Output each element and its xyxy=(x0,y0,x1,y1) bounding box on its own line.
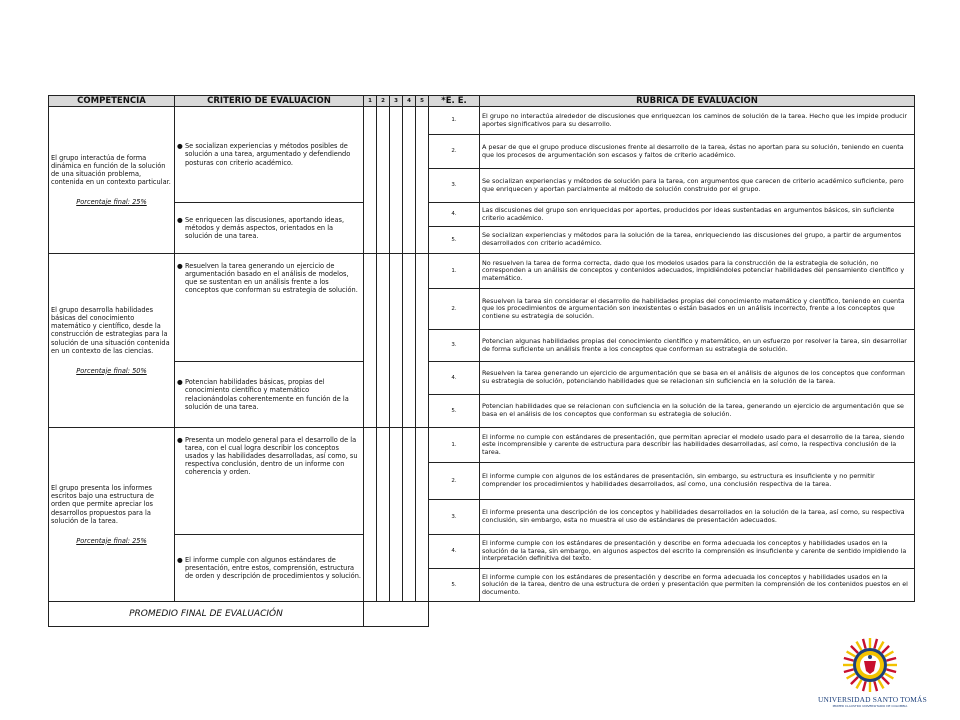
score-cell-5[interactable] xyxy=(416,107,429,254)
bullet-icon: ● xyxy=(177,215,183,224)
seal-ray xyxy=(847,674,856,679)
seal-ray xyxy=(844,658,854,661)
score-cell-3[interactable] xyxy=(390,107,403,254)
header-score-5: 5 xyxy=(416,96,429,107)
header-criterio: CRITERIO DE EVALUACION xyxy=(175,96,364,107)
rubric-table xyxy=(48,95,915,627)
seal-ray xyxy=(879,642,884,651)
seal-ray xyxy=(885,674,894,679)
level-number: 4. xyxy=(429,203,480,227)
competencia-cell xyxy=(49,428,175,602)
promedio-row xyxy=(49,602,915,627)
level-description: El informe cumple con algunos de los estándares de presentación, sin embargo, su estructura es insuficiente y no permitir comprender los procedimientos y habilidades desarrollados, así como, una conclusión respectiva de la tarea. xyxy=(480,463,915,500)
seal-ray xyxy=(886,658,896,661)
header-score-3: 3 xyxy=(390,96,403,107)
level-number: 2. xyxy=(429,289,480,330)
header-rubrica: RUBRICA DE EVALUACION xyxy=(480,96,915,107)
competencia-text: El grupo presenta los informes escritos bajo una estructura de orden que permite apreciar los desarrollos propuestos para la solución de la tarea. xyxy=(51,484,154,525)
criterio-text: Presenta un modelo general para el desarrollo de la tarea, con el cual logra describir los conceptos usados y las habilidades desarrolladas, así como, su respectiva conclusión, dentro de un informe con coherencia y orden. xyxy=(185,436,358,477)
university-name: UNIVERSIDAD SANTO TOMÁS xyxy=(818,695,927,704)
seal-ray xyxy=(879,680,884,689)
level-number: 3. xyxy=(429,169,480,203)
seal-ray xyxy=(874,639,877,649)
score-cell-3[interactable] xyxy=(390,254,403,428)
level-number: 5. xyxy=(429,395,480,428)
score-cell-4[interactable] xyxy=(403,107,416,254)
header-score-2: 2 xyxy=(377,96,390,107)
score-cell-2[interactable] xyxy=(377,254,390,428)
level-description: Potencian algunas habilidades propias del conocimiento científico y matemático, en un esfuerzo por resolver la tarea, sin desarrollar de forma suficiente un análisis frente a los conceptos que conforman su estrategia de solución. xyxy=(480,330,915,362)
level-description: El informe presenta una descripción de los conceptos y habilidades desarrollados en la solución de la tarea, así como, su respectiva conclusión, sin embargo, esta no muestra el uso de estándares de presentación adecuados. xyxy=(480,500,915,535)
score-cell-4[interactable] xyxy=(403,254,416,428)
university-seal-icon xyxy=(842,637,898,693)
porcentaje-text: Porcentaje final: 25% xyxy=(76,198,147,207)
promedio-score-cell[interactable] xyxy=(364,602,429,627)
level-description: El informe no cumple con estándares de presentación, que permitan apreciar el modelo usado para el desarrollo de la tarea, siendo este incomprensible y carente de estructura para describir las habilidades desarrolladas, así como, la respectiva conclusión de la tarea. xyxy=(480,428,915,463)
bullet-icon: ● xyxy=(177,436,183,444)
level-description: Potencian habilidades que se relacionan con suficiencia en la solución de la tarea, generando un ejercicio de argumentación que se basa en el análisis de los conceptos que conforman su estrategia de solución. xyxy=(480,395,915,428)
criterio-cell xyxy=(175,107,364,203)
table-row xyxy=(49,535,915,569)
score-cell-5[interactable] xyxy=(416,428,429,602)
porcentaje-text: Porcentaje final: 25% xyxy=(76,536,147,545)
competencia-cell xyxy=(49,107,175,254)
level-description: Se socializan experiencias y métodos para la solución de la tarea, enriqueciendo las discusiones del grupo, a partir de argumentos desarrollados con criterio académico. xyxy=(480,227,915,254)
criterio-cell xyxy=(175,203,364,254)
header-score-1: 1 xyxy=(364,96,377,107)
seal-ray xyxy=(885,652,894,657)
score-cell-4[interactable] xyxy=(403,428,416,602)
level-description: El grupo no interactúa alrededor de discusiones que enriquezcan los caminos de solución de la tarea. Hecho que les impide producir aportes significativos para su desarrollo. xyxy=(480,107,915,135)
seal-ray xyxy=(851,677,858,684)
seal-ray xyxy=(886,669,896,672)
level-number: 4. xyxy=(429,362,480,395)
level-number: 5. xyxy=(429,569,480,602)
seal-ray xyxy=(863,681,866,691)
header-score-4: 4 xyxy=(403,96,416,107)
score-cell-1[interactable] xyxy=(364,107,377,254)
table-row xyxy=(49,203,915,227)
criterio-cell xyxy=(175,535,364,602)
level-description: Las discusiones del grupo son enriquecidas por aportes, producidos por ideas sustentadas en argumentos básicos, sin suficiente criterio académico. xyxy=(480,203,915,227)
seal-ray xyxy=(882,677,889,684)
bullet-icon: ● xyxy=(177,378,183,387)
criterio-text: Potencian habilidades básicas, propias del conocimiento científico y matemático relacionándolas coherentemente en función de la solución de una tarea. xyxy=(185,378,349,411)
competencia-text: El grupo interactúa de forma dinámica en función de la solución de una situación problema, contenida en un contexto particular. xyxy=(51,153,171,187)
university-subtitle: PRIMER CLAUSTRO UNIVERSITARIO DE COLOMBIA xyxy=(832,704,908,708)
competencia-text: El grupo desarrolla habilidades básicas del conocimiento matemático y científico, desde la construcción de estrategias para la solución de una situación contenida en un contexto de las ciencias. xyxy=(51,306,170,355)
criterio-text: Resuelven la tarea generando un ejercicio de argumentación basado en el análisis de modelos, que se sustentan en un análisis frente a los conceptos que conforman su estrategia de solución. xyxy=(185,262,358,295)
porcentaje-text: Porcentaje final: 50% xyxy=(76,366,147,375)
competencia-cell xyxy=(49,254,175,428)
seal-ray xyxy=(847,652,856,657)
level-number: 3. xyxy=(429,500,480,535)
bullet-icon: ● xyxy=(177,555,183,564)
level-number: 2. xyxy=(429,463,480,500)
score-cell-3[interactable] xyxy=(390,428,403,602)
seal-ray xyxy=(857,642,862,651)
score-cell-1[interactable] xyxy=(364,254,377,428)
bullet-icon: ● xyxy=(177,262,183,270)
table-row xyxy=(49,254,915,289)
level-number: 4. xyxy=(429,535,480,569)
level-number: 1. xyxy=(429,428,480,463)
seal-ray xyxy=(882,646,889,653)
table-row xyxy=(49,107,915,135)
seal-ray xyxy=(863,639,866,649)
criterio-text: Se socializan experiencias y métodos posibles de solución a una tarea, argumentado y defendiendo posturas con criterio académico. xyxy=(185,142,351,167)
level-description: Resuelven la tarea generando un ejercicio de argumentación que se basa en el análisis de algunos de los conceptos que conforman su estrategia de solución, potenciando habilidades que se relacionan sin suficiencia en la solución de la tarea. xyxy=(480,362,915,395)
seal-ray xyxy=(874,681,877,691)
level-number: 5. xyxy=(429,227,480,254)
table-row xyxy=(49,362,915,395)
level-number: 2. xyxy=(429,135,480,169)
level-description: Se socializan experiencias y métodos de solución para la tarea, con argumentos que carecen de criterio académico suficiente, pero que enriquecen y aportan parcialmente al método de solución construido por el grupo. xyxy=(480,169,915,203)
level-description: El informe cumple con los estándares de presentación y describe en forma adecuada los conceptos y habilidades usados en la solución de la tarea, sin embargo, en algunos aspectos del escrito la comprensión es insuficiente y carente de sentido impidiendo la interpretación definitiva del texto. xyxy=(480,535,915,569)
header-row xyxy=(49,96,915,107)
bullet-icon: ● xyxy=(177,142,183,151)
criterio-text: El informe cumple con algunos estándares de presentación, entre estos, comprensión, estructura de orden y descripción de procedimientos y solución. xyxy=(185,555,361,581)
level-description: A pesar de que el grupo produce discusiones frente al desarrollo de la tarea, éstas no aportan para su solución, teniendo en cuenta que los procesos de argumentación son escasos y faltos de criterio académico. xyxy=(480,135,915,169)
promedio-label: PROMEDIO FINAL DE EVALUACIÓN xyxy=(49,602,364,627)
score-cell-2[interactable] xyxy=(377,428,390,602)
level-number: 1. xyxy=(429,107,480,135)
criterio-text: Se enriquecen las discusiones, aportando ideas, métodos y demás aspectos, orientados en la solución de una tarea. xyxy=(185,215,345,241)
criterio-cell xyxy=(175,254,364,362)
header-ee: *E. E. xyxy=(429,96,480,107)
seal-ray xyxy=(844,669,854,672)
level-number: 1. xyxy=(429,254,480,289)
level-description: El informe cumple con los estándares de presentación y describe en forma adecuada los conceptos y habilidades usados en la solución de la tarea, dentro de una estructura de orden y presentación que permiten la comprensión de los contenidos puestos en el documento. xyxy=(480,569,915,602)
criterio-cell xyxy=(175,362,364,428)
score-cell-2[interactable] xyxy=(377,107,390,254)
score-cell-5[interactable] xyxy=(416,254,429,428)
level-description: No resuelven la tarea de forma correcta, dado que los modelos usados para la construcción de la estrategia de solución, no corresponden a un análisis de conceptos y contenidos adecuados, impidiéndoles potenciar habilidades del pensamiento científico y matemático. xyxy=(480,254,915,289)
header-competencia: COMPETENCIA xyxy=(49,96,175,107)
level-number: 3. xyxy=(429,330,480,362)
table-row xyxy=(49,428,915,463)
criterio-cell xyxy=(175,428,364,535)
score-cell-1[interactable] xyxy=(364,428,377,602)
seal-ray xyxy=(851,646,858,653)
level-description: Resuelven la tarea sin considerar el desarrollo de habilidades propias del conocimiento matemático y científico, teniendo en cuenta que los procedimientos de argumentación son inexistentes o están basados en un análisis incorrecto, frente a los conceptos que contiene su estrategia de solución. xyxy=(480,289,915,330)
university-logo xyxy=(818,637,927,709)
seal-ray xyxy=(857,680,862,689)
